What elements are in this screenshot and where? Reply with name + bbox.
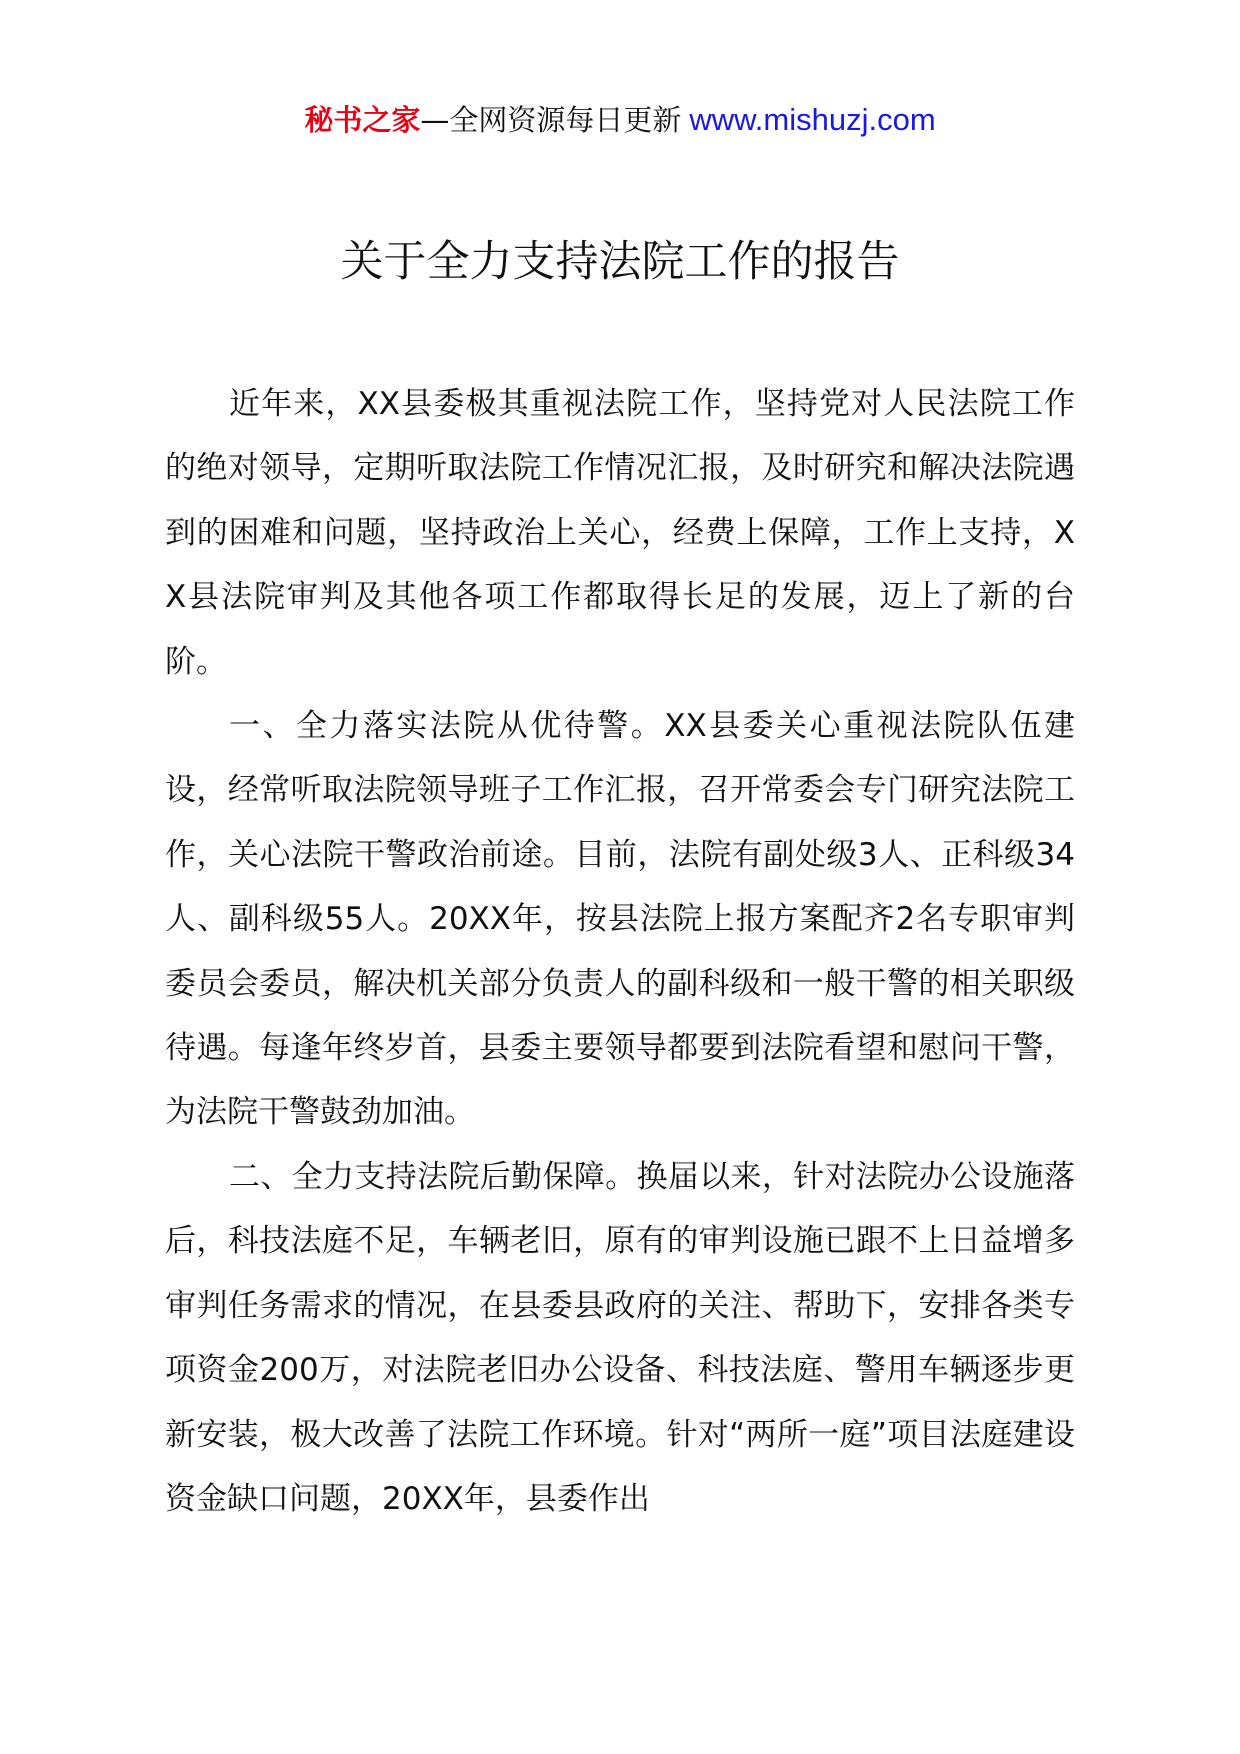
paragraph-intro: 近年来，XX县委极其重视法院工作，坚持党对人民法院工作的绝对领导，定期听取法院工作情况汇报，及时研究和解决法院遇到的困难和问题，坚持政治上关心，经费上保障，工作上支持，XX县法院审判及其他各项工作都取得长足的发展，迈上了新的台阶。 [165,386,1075,680]
site-brand: 秘书之家 [304,103,421,137]
document-title: 关于全力支持法院工作的报告 [340,237,900,287]
site-tagline: —全网资源每日更新 [420,103,682,137]
site-url-link[interactable]: www.mishuzj.com [689,102,936,137]
document-body [165,372,1075,1531]
paragraph-section-2: 二、全力支持法院后勤保障。换届以来，针对法院办公设施落后，科技法庭不足，车辆老旧，原有的审判设施已跟不上日益增多审判任务需求的情况，在县委县政府的关注、帮助下，安排各类专项资金200万，对法院老旧办公设备、科技法庭、警用车辆逐步更新安装，极大改善了法院工作环境。针对“两所一庭”项目法庭建设资金缺口问题，20XX年，县委作出 [165,1158,1075,1517]
site-header [0,100,1240,140]
paragraph-section-1: 一、全力落实法院从优待警。XX县委关心重视法院队伍建设，经常听取法院领导班子工作汇报，召开常委会专门研究法院工作，关心法院干警政治前途。目前，法院有副处级3人、正科级34人、副科级55人。20XX年，按县法院上报方案配齐2名专职审判委员会委员，解决机关部分负责人的副科级和一般干警的相关职级待遇。每逢年终岁首，县委主要领导都要到法院看望和慰问干警，为法院干警鼓劲加油。 [165,708,1075,1131]
